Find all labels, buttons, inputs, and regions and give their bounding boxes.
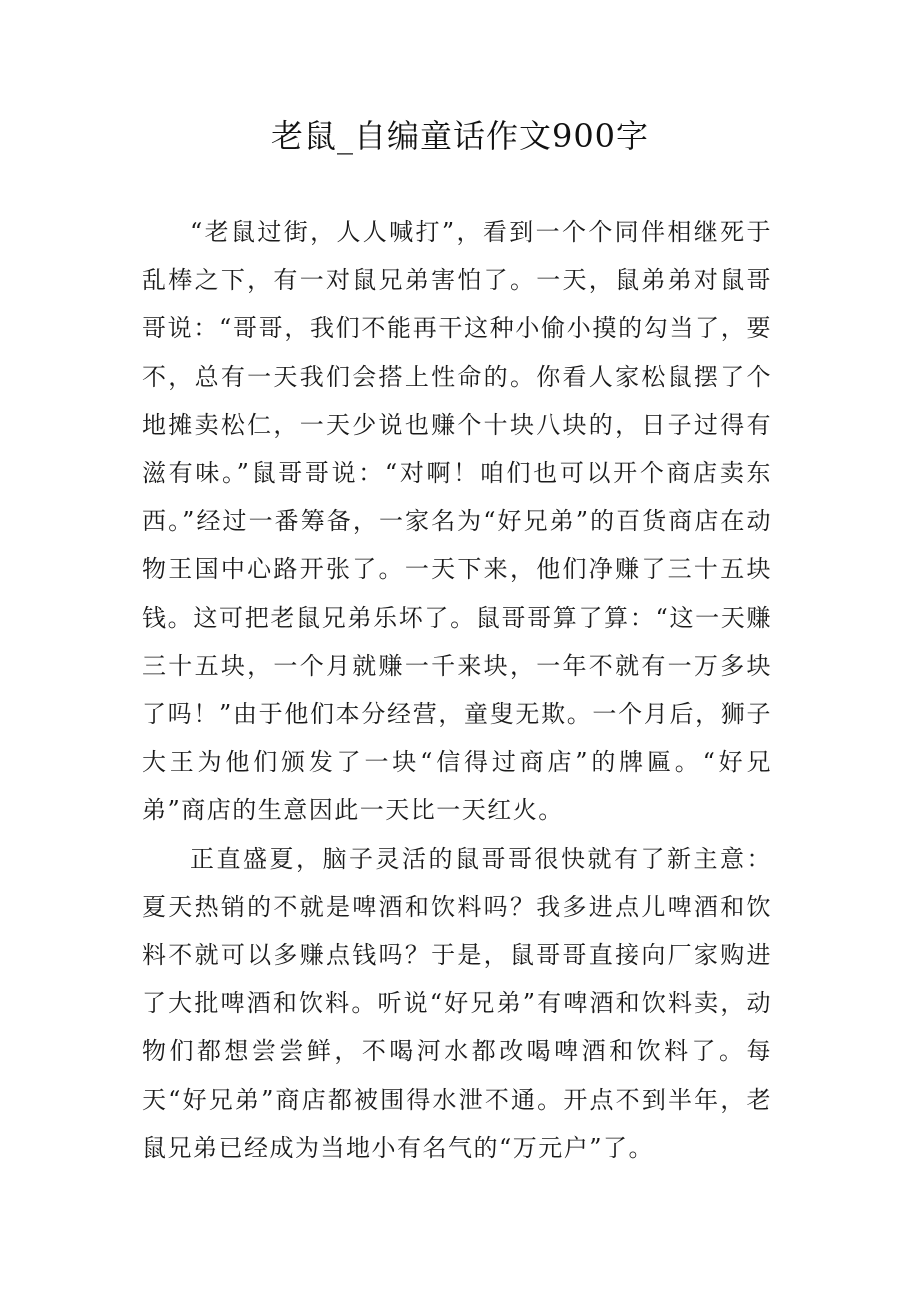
document-title: 老鼠_自编童话作文900字 (270, 117, 650, 155)
paragraph-2: 正直盛夏，脑子灵活的鼠哥哥很快就有了新主意：夏天热销的不就是啤酒和饮料吗？我多进点儿啤酒和饮料不就可以多赚点钱吗？于是，鼠哥哥直接向厂家购进了大批啤酒和饮料。听说“好兄弟”有啤酒和饮料卖，动物们都想尝尝鲜，不喝河水都改喝啤酒和饮料了。每天“好兄弟”商店都被围得水泄不通。开点不到半年，老鼠兄弟已经成为当地小有名气的“万元户”了。 (142, 844, 772, 1162)
document-body (142, 208, 772, 1172)
paragraph-1: “老鼠过街，人人喊打”，看到一个个同伴相继死于乱棒之下，有一对鼠兄弟害怕了。一天，鼠弟弟对鼠哥哥说：“哥哥，我们不能再干这种小偷小摸的勾当了，要不，总有一天我们会搭上性命的。你看人家松鼠摆了个地摊卖松仁，一天少说也赚个十块八块的，日子过得有滋有味。”鼠哥哥说：“对啊！咱们也可以开个商店卖东西。”经过一番筹备，一家名为“好兄弟”的百货商店在动物王国中心路开张了。一天下来，他们净赚了三十五块钱。这可把老鼠兄弟乐坏了。鼠哥哥算了算：“这一天赚三十五块，一个月就赚一千来块，一年不就有一万多块了吗！”由于他们本分经营，童叟无欺。一个月后，狮子大王为他们颁发了一块“信得过商店”的牌匾。“好兄弟”商店的生意因此一天比一天红火。 (142, 218, 772, 825)
